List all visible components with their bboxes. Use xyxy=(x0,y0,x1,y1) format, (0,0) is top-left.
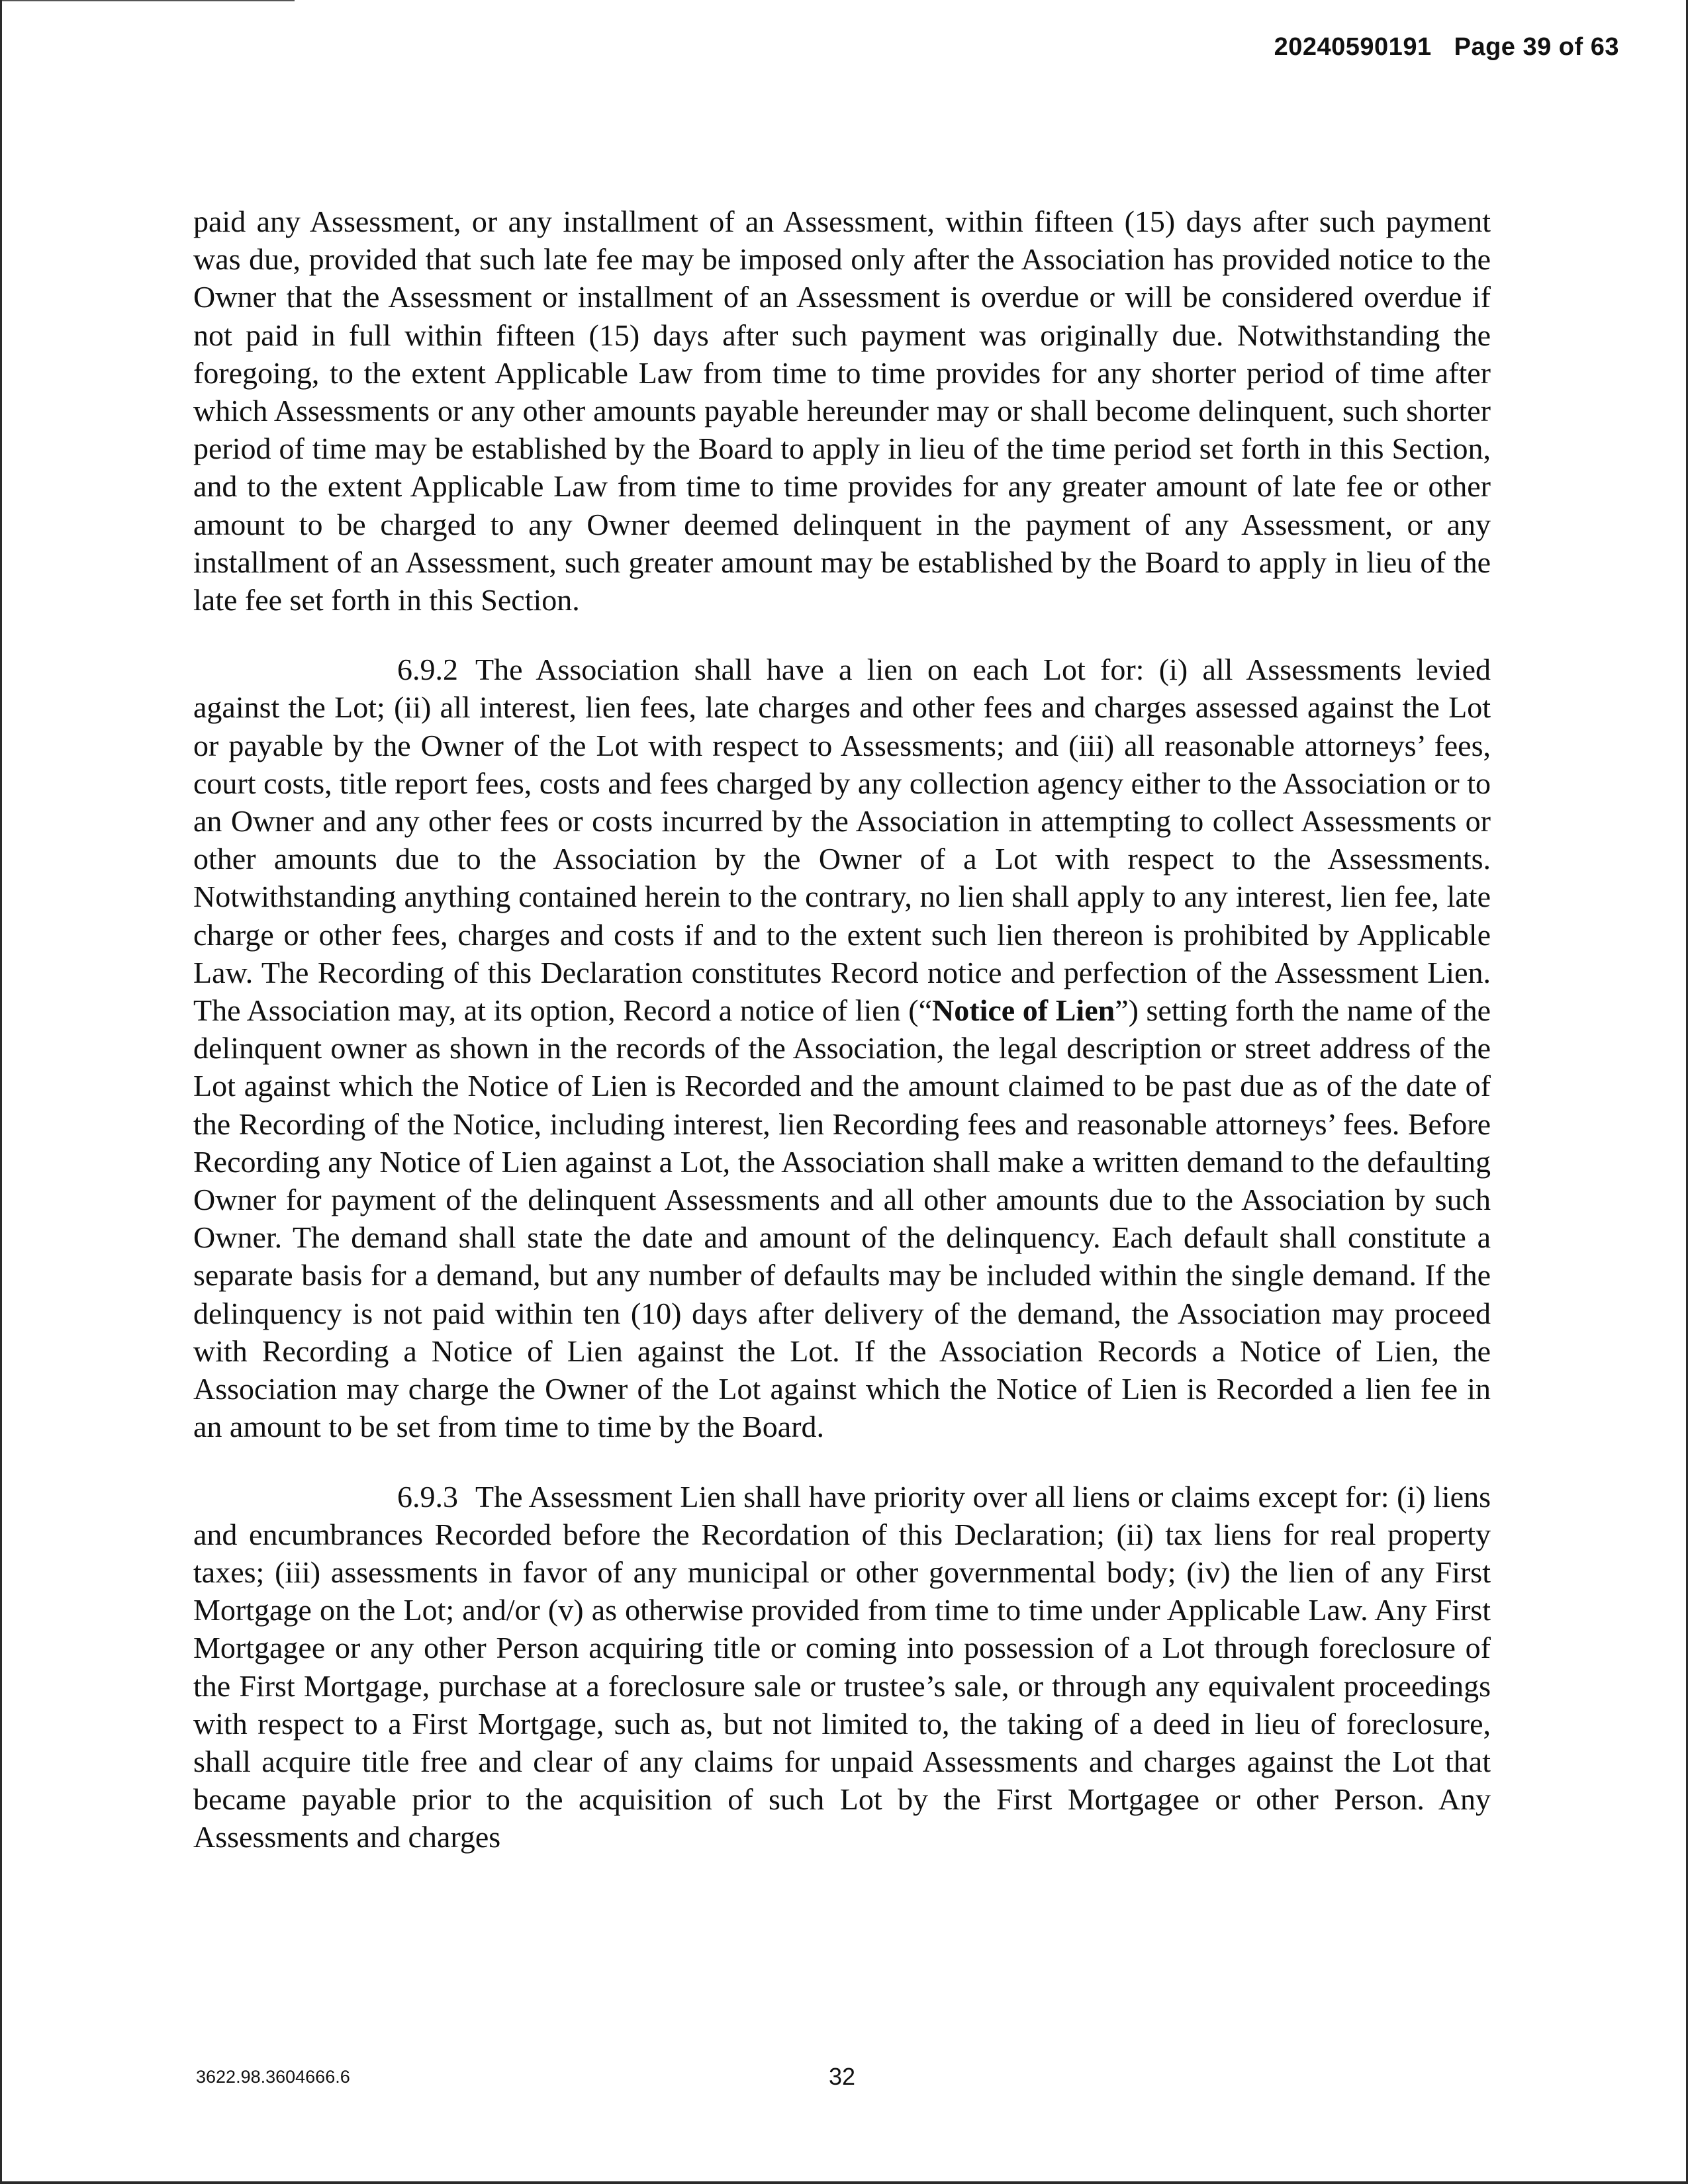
recording-stamp xyxy=(1274,33,1619,62)
section-text: The Assessment Lien shall have priority over all liens or claims except for: (i) liens and encumbrances Recorded before the Recordation of this Declaration; (ii) tax liens for real property taxes; (iii) assessments in favor of any municipal or other governmental body; (iv) the lien of any First Mortgage on the Lot; and/or (v) as otherwise provided from time to time under Applicable Law. Any First Mortgagee or any other Person acquiring title or coming into possession of a Lot through foreclosure of the First Mortgage, purchase at a foreclosure sale or trustee’s sale, or through any equivalent proceedings with respect to a First Mortgage, such as, but not limited to, the taking of a deed in lieu of foreclosure, shall acquire title free and clear of any claims for unpaid Assessments and charges against the Lot that became payable prior to the acquisition of such Lot by the First Mortgagee or other Person. Any Assessments and charges xyxy=(193,1479,1491,1854)
section-text: The Association shall have a lien on each Lot for: (i) all Assessments levied against the Lot; (ii) all interest, lien fees, late charges and other fees and charges assessed against the Lot or payable by the Owner of the Lot with respect to Assessments; and (iii) all reasonable attorneys’ fees, court costs, title report fees, costs and fees charged by any collection agency either to the Association or to an Owner and any other fees or costs incurred by the Association in attempting to collect Assessments or other amounts due to the Association by the Owner of a Lot with respect to the Assessments. Notwithstanding anything contained herein to the contrary, no lien shall apply to any interest, lien fee, late charge or other fees, charges and costs if and to the extent such lien thereon is prohibited by Applicable Law. The Recording of this Declaration constitutes Record notice and perfection of the Assessment Lien. The Association may, at its option, Record a notice of lien (“ xyxy=(193,653,1491,1028)
document-body xyxy=(193,203,1491,1888)
section-text: ”) setting forth the name of the delinquent owner as shown in the records of the Association, the legal description or street address of the Lot against which the Notice of Lien is Recorded and the amount claimed to be past due as of the date of the Recording of the Notice, including interest, lien Recording fees and reasonable attorneys’ fees. Before Recording any Notice of Lien against a Lot, the Association shall make a written demand to the defaulting Owner for payment of the delinquent Assessments and all other amounts due to the Association by such Owner. The demand shall state the date and amount of the delinquency. Each default shall constitute a separate basis for a demand, but any number of defaults may be included within the single demand. If the delinquency is not paid within ten (10) days after delivery of the demand, the Association may proceed with Recording a Notice of Lien against the Lot. If the Association Records a Notice of Lien, the Association may charge the Owner of the Lot against which the Notice of Lien is Recorded a lien fee in an amount to be set from time to time by the Board. xyxy=(193,993,1491,1444)
section-6-9-2 xyxy=(193,651,1491,1445)
scan-edge-bottom xyxy=(0,2181,1688,2184)
section-6-9-3 xyxy=(193,1478,1491,1856)
section-number: 6.9.2 xyxy=(397,653,458,687)
scan-edge-top xyxy=(0,0,295,1)
footer-page-number: 32 xyxy=(829,2063,856,2090)
section-number: 6.9.3 xyxy=(397,1479,458,1514)
footer-document-id: 3622.98.3604666.6 xyxy=(196,2067,350,2087)
recording-page-label: Page 39 of 63 xyxy=(1454,33,1619,61)
recording-document-number: 20240590191 xyxy=(1274,33,1432,61)
scan-edge-left xyxy=(0,0,2,2184)
paragraph-continuation: paid any Assessment, or any installment of an Assessment, within fifteen (15) days after such payment was due, provided that such late fee may be imposed only after the Association has provided notice to the Owner that the Assessment or installment of an Assessment is overdue or will be considered overdue if not paid in full within fifteen (15) days after such payment was originally due. Notwithstanding the foregoing, to the extent Applicable Law from time to time provides for any shorter period of time after which Assessments or any other amounts payable hereunder may or shall become delinquent, such shorter period of time may be established by the Board to apply in lieu of the time period set forth in this Section, and to the extent Applicable Law from time to time provides for any greater amount of late fee or other amount to be charged to any Owner deemed delinquent in the payment of any Assessment, or any installment of an Assessment, such greater amount may be established by the Board to apply in lieu of the late fee set forth in this Section. xyxy=(193,205,1491,617)
defined-term: Notice of Lien xyxy=(932,993,1115,1028)
